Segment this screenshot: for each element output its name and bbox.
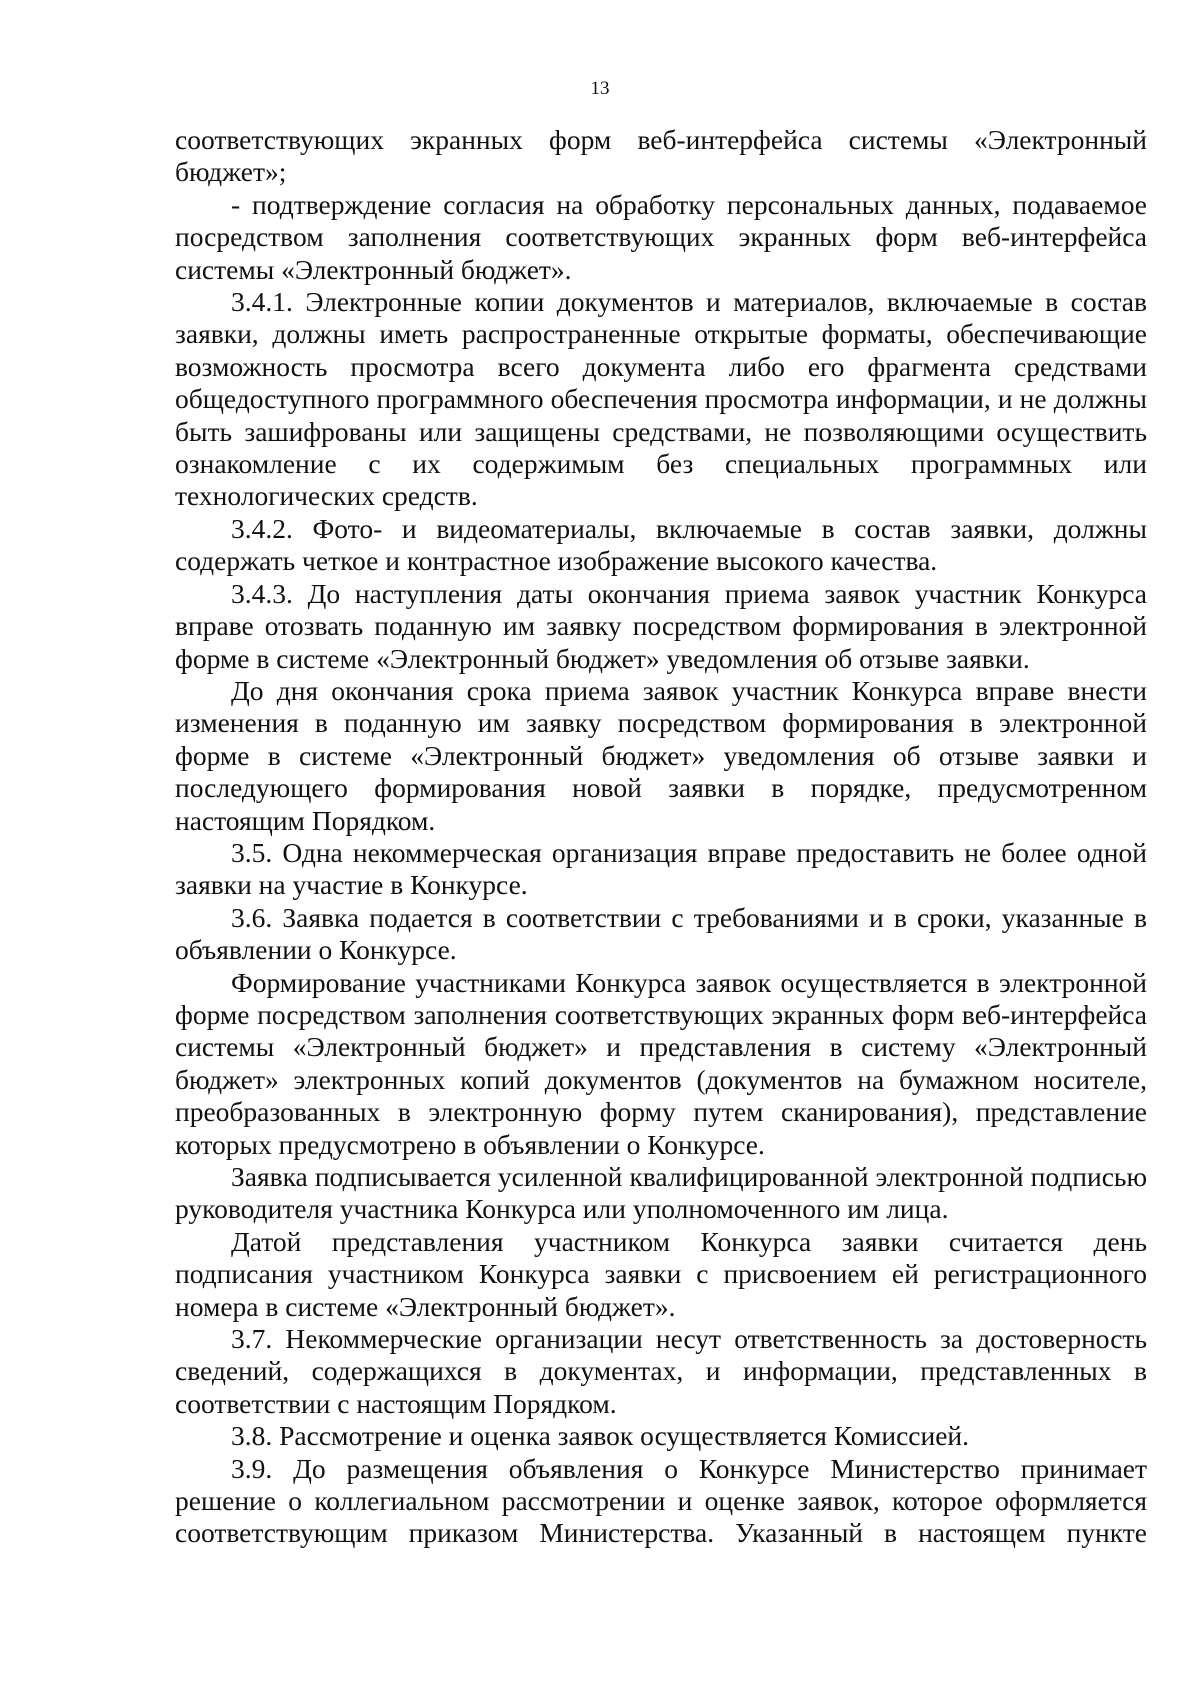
paragraph-application-forming: Формирование участниками Конкурса заявок осуществляется в электронной форме посредством заполнения соответствующих экранных форм веб-интерфейса системы «Электронный бюджет» и представления в систему «Электронный бюджет» электронных копий документов (документов на бумажном носителе, преобразованных в электронную форму путем сканирования), представление которых предусмотрено в объявлении о Конкурсе.	[175, 966, 1147, 1160]
document-body	[175, 124, 1147, 1550]
paragraph-3-4-1: 3.4.1. Электронные копии документов и материалов, включаемые в состав заявки, должны иметь распространенные открытые форматы, обеспечивающие возможность просмотра всего документа либо его фрагмента средствами общедоступного программного обеспечения просмотра информации, и не должны быть зашифрованы или защищены средствами, не позволяющими осуществить ознакомление с их содержимым без специальных программных или технологических средств.	[175, 286, 1147, 512]
paragraph-application-signature: Заявка подписывается усиленной квалифицированной электронной подписью руководителя участника Конкурса или уполномоченного им лица.	[175, 1161, 1147, 1225]
paragraph-3-4-3: 3.4.3. До наступления даты окончания приема заявок участник Конкурса вправе отозвать поданную им заявку посредством формирования в электронной форме в системе «Электронный бюджет» уведомления об отзыве заявки.	[175, 577, 1147, 674]
paragraph-personal-data-consent: - подтверждение согласия на обработку персональных данных, подаваемое посредством заполнения соответствующих экранных форм веб-интерфейса системы «Электронный бюджет».	[175, 188, 1147, 285]
paragraph-3-7: 3.7. Некоммерческие организации несут ответственность за достоверность сведений, содержащихся в документах, и информации, представленных в соответствии с настоящим Порядком.	[175, 1323, 1147, 1419]
paragraph-submission-date: Датой представления участником Конкурса заявки считается день подписания участником Конкурса заявки с присвоением ей регистрационного номера в системе «Электронный бюджет».	[175, 1225, 1147, 1322]
paragraph-3-5: 3.5. Одна некоммерческая организация вправе предоставить не более одной заявки на участие в Конкурсе.	[175, 836, 1147, 901]
paragraph-3-4-2: 3.4.2. Фото- и видеоматериалы, включаемые в состав заявки, должны содержать четкое и контрастное изображение высокого качества.	[175, 512, 1147, 577]
paragraph-continued: соответствующих экранных форм веб-интерфейса системы «Электронный бюджет»;	[175, 124, 1147, 188]
paragraph-3-6: 3.6. Заявка подается в соответствии с требованиями и в сроки, указанные в объявлении о Конкурсе.	[175, 901, 1147, 966]
paragraph-3-8: 3.8. Рассмотрение и оценка заявок осуществляется Комиссией.	[231, 1420, 970, 1452]
page-number: 13	[590, 78, 610, 99]
paragraph-application-changes: До дня окончания срока приема заявок участник Конкурса вправе внести изменения в поданную им заявку посредством формирования в электронной форме в системе «Электронный бюджет» уведомления об отзыве заявки и последующего формирования новой заявки в порядке, предусмотренном настоящим Порядком.	[175, 674, 1147, 836]
paragraph-3-9: 3.9. До размещения объявления о Конкурсе Министерство принимает решение о коллегиальном рассмотрении и оценке заявок, которое оформляется соответствующим приказом Министерства. Указанный в настоящем пункте	[175, 1452, 1147, 1549]
